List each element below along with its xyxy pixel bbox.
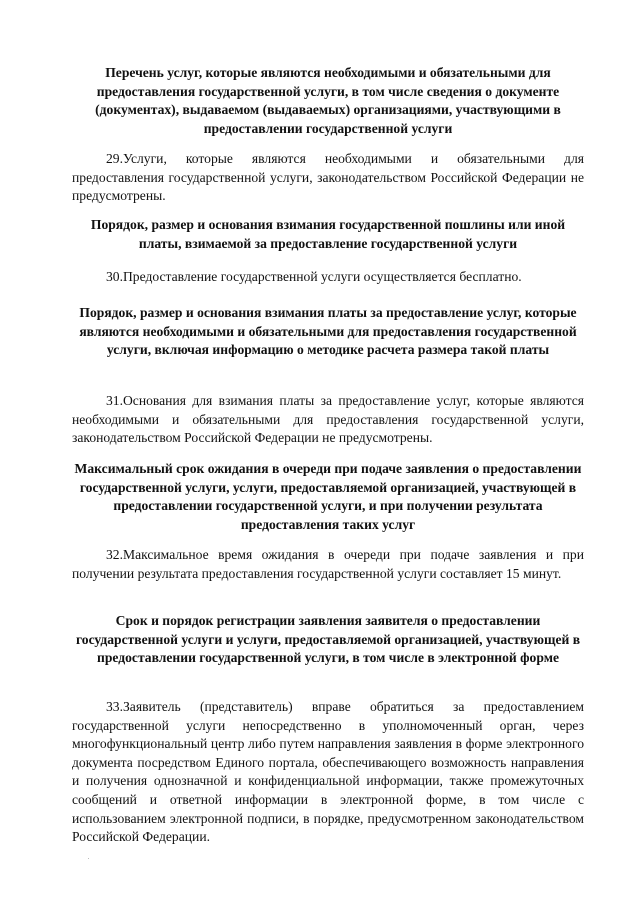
scan-speck [88, 858, 89, 859]
section-heading-queue-time: Максимальный срок ожидания в очереди при подаче заявления о предоставлении государственной услуги, услуги, предоставляемой организацией, участвующей в предоставлении государственной услуги, и при получении результата предоставления таких услуг [74, 461, 582, 532]
section-heading-state-fee: Порядок, размер и основания взимания государственной пошлины или иной платы, взимаемой за предоставление государственной услуги [90, 217, 566, 251]
paragraph-31: 31.Основания для взимания платы за предоставление услуг, которые являются необходимыми и обязательными для предоставления государственной услуги, законодательством Российской Федерации не предусмотрены. [72, 393, 584, 446]
section-heading-registration: Срок и порядок регистрации заявления заявителя о предоставлении государственной услуги и услуги, предоставляемой организацией, участвующей в предоставлении государственной услуги, в том числе в электронной форме [75, 613, 581, 666]
paragraph-33: 33.Заявитель (представитель) вправе обратиться за предоставлением государственной услуги непосредственно в уполномоченный орган, через многофункциональный центр либо путем направления заявления в форме электронного документа посредством Единого портала, обеспечивающего возможность направления и получения однозначной и конфиденциальной информации, также промежуточных сообщений и ответной информации в электронной форме, в том числе с использованием электронной подписи, в порядке, предусмотренном законодательством Российской Федерации. [72, 699, 584, 845]
paragraph-29: 29.Услуги, которые являются необходимыми и обязательными для предоставления государственной услуги, законодательством Российской Федерации не предусмотрены. [72, 151, 584, 204]
section-heading-services-list: Перечень услуг, которые являются необходимыми и обязательными для предоставления государственной услуги, в том числе сведения о документе (документах), выдаваемом (выдаваемых) организациями, участвующими в предоставлении государственной услуги [95, 65, 561, 136]
section-heading-fee-for-services: Порядок, размер и основания взимания платы за предоставление услуг, которые являются необходимыми и обязательными для предоставления государственной услуги, включая информацию о методике расчета размера такой платы [79, 305, 577, 358]
paragraph-30: 30.Предоставление государственной услуги осуществляется бесплатно. [106, 269, 522, 284]
paragraph-32: 32.Максимальное время ожидания в очереди при подаче заявления и при получении результата предоставления государственной услуги составляет 15 минут. [72, 547, 584, 581]
